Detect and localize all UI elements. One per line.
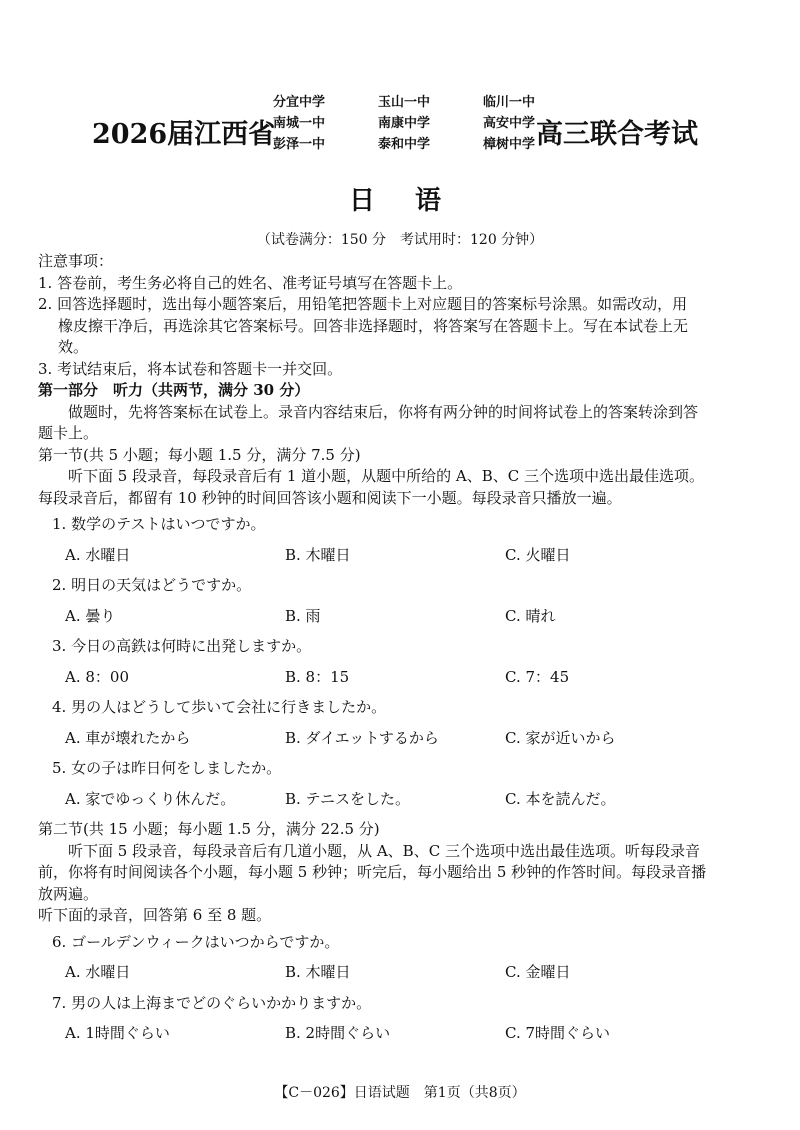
note-item-continued: 橡皮擦干净后，再选涂其它答案标号。回答非选择题时，将答案写在答题卡上。写在本试卷上无	[58, 316, 689, 335]
school-name: 临川一中	[482, 95, 535, 110]
answer-options	[38, 545, 764, 567]
option-b: B. 木曜日	[285, 963, 351, 981]
option-b: B. テニスをした。	[285, 789, 410, 808]
school-row	[273, 134, 535, 155]
question-text: 2. 明日の天気はどうですか。	[52, 576, 252, 594]
question	[38, 514, 764, 536]
section-instructions: 听下面 5 段录音，每段录音后有几道小题，从 A、B、C 三个选项中选出最佳选项。听每段录音	[68, 841, 700, 860]
note-item: 1. 答卷前，考生务必将自己的姓名、准考证号填写在答题卡上。	[38, 273, 463, 292]
option-c: C. 本を読んだ。	[505, 789, 616, 808]
option-a: A. 水曜日	[65, 963, 131, 981]
option-c: C. 火曜日	[505, 545, 571, 564]
option-c: C. 7：45	[505, 667, 570, 686]
answer-options	[38, 728, 764, 750]
exam-title-left: 2026届江西省	[92, 119, 276, 150]
question	[38, 575, 764, 597]
note-item: 2. 回答选择题时，选出每小题答案后，用铅笔把答题卡上对应题目的答案标号涂黑。如需改动，用	[38, 295, 688, 313]
option-a: A. 家でゆっくり休んだ。	[65, 789, 236, 808]
school-row	[273, 113, 535, 134]
section-instructions: 听下面 5 段录音，每段录音后有 1 道小题，从题中所给的 A、B、C 三个选项中选出最佳选项。	[68, 467, 705, 485]
school-name: 南康中学	[377, 116, 430, 131]
question-text: 4. 男の人はどうして歩いて会社に行きましたか。	[52, 698, 387, 716]
answer-options	[38, 962, 764, 984]
answer-options	[38, 789, 764, 811]
question	[38, 758, 764, 780]
exam-title-right: 高三联合考试	[536, 119, 698, 150]
option-c: C. 晴れ	[505, 606, 556, 625]
option-a: A. 曇り	[65, 606, 116, 625]
school-name: 彭泽一中	[273, 137, 326, 152]
school-name: 南城一中	[273, 116, 326, 131]
option-b: B. 木曜日	[285, 545, 351, 564]
school-name: 樟树中学	[482, 137, 535, 152]
part-title: 第一部分 听力（共两节，满分 30 分）	[38, 381, 310, 399]
question-text: 6. ゴールデンウィークはいつからですか。	[52, 932, 340, 951]
answer-options	[38, 606, 764, 628]
school-name: 玉山一中	[377, 95, 430, 110]
option-c: C. 金曜日	[505, 963, 571, 981]
question-group	[38, 514, 764, 810]
section-instructions-continued: 前，你将有时间阅读各个小题，每小题 5 秒钟；听完后，每小题给出 5 秒钟的作答时间。每段录音播	[38, 863, 707, 881]
question	[38, 636, 764, 658]
question-group	[38, 932, 764, 1045]
answer-options	[38, 667, 764, 689]
part-instructions: 做题时，先将答案标在试卷上。录音内容结束后，你将有两分钟的时间将试卷上的答案转涂到答	[68, 402, 699, 421]
subject-title: 日语	[348, 186, 481, 216]
option-a: A. 8：00	[65, 667, 129, 686]
school-name: 高安中学	[482, 116, 535, 131]
option-b: B. 2時間ぐらい	[285, 1024, 391, 1042]
option-b: B. 8：15	[285, 667, 350, 686]
question	[38, 932, 764, 954]
notes-heading: 注意事项：	[38, 252, 114, 270]
option-b: B. ダイエットするから	[285, 728, 439, 747]
question-text: 3. 今日の高鉄は何時に出発しますか。	[52, 637, 312, 655]
question-text: 7. 男の人は上海までどのぐらいかかりますか。	[52, 993, 372, 1012]
note-item: 3. 考试结束后，将本试卷和答题卡一并交回。	[38, 359, 343, 378]
question	[38, 697, 764, 719]
school-name: 泰和中学	[377, 137, 430, 152]
section-instructions-continued: 每段录音后，都留有 10 秒钟的时间回答该小题和阅读下一小题。每段录音只播放一遍。	[38, 488, 622, 507]
section-instructions-continued: 放两遍。	[38, 884, 99, 903]
page-footer: 【C－026】日语试题 第1页（共8页）	[274, 1085, 526, 1101]
question-text: 1. 数学のテストはいつですか。	[52, 515, 266, 533]
option-c: C. 家が近いから	[505, 728, 616, 747]
exam-meta: （试卷满分：150 分 考试用时：120 分钟）	[256, 232, 544, 248]
school-row	[273, 92, 535, 113]
part-instructions-continued: 题卡上。	[38, 424, 99, 442]
answer-options	[38, 1023, 764, 1045]
section-title: 第二节(共 15 小题；每小题 1.5 分，满分 22.5 分)	[38, 820, 380, 838]
section-title: 第一节(共 5 小题；每小题 1.5 分，满分 7.5 分)	[38, 445, 361, 464]
question-text: 5. 女の子は昨日何をしましたか。	[52, 759, 282, 777]
option-c: C. 7時間ぐらい	[505, 1024, 611, 1042]
question	[38, 993, 764, 1015]
note-item-continued: 效。	[58, 338, 89, 356]
option-a: A. 車が壊れたから	[65, 728, 191, 747]
option-b: B. 雨	[285, 606, 321, 625]
school-name: 分宜中学	[273, 95, 326, 110]
school-list	[273, 92, 535, 155]
option-a: A. 1時間ぐらい	[65, 1024, 170, 1042]
option-a: A. 水曜日	[65, 545, 131, 564]
exam-header	[0, 92, 800, 154]
exam-body	[38, 251, 764, 1054]
section-lead: 听下面的录音，回答第 6 至 8 题。	[38, 906, 272, 924]
